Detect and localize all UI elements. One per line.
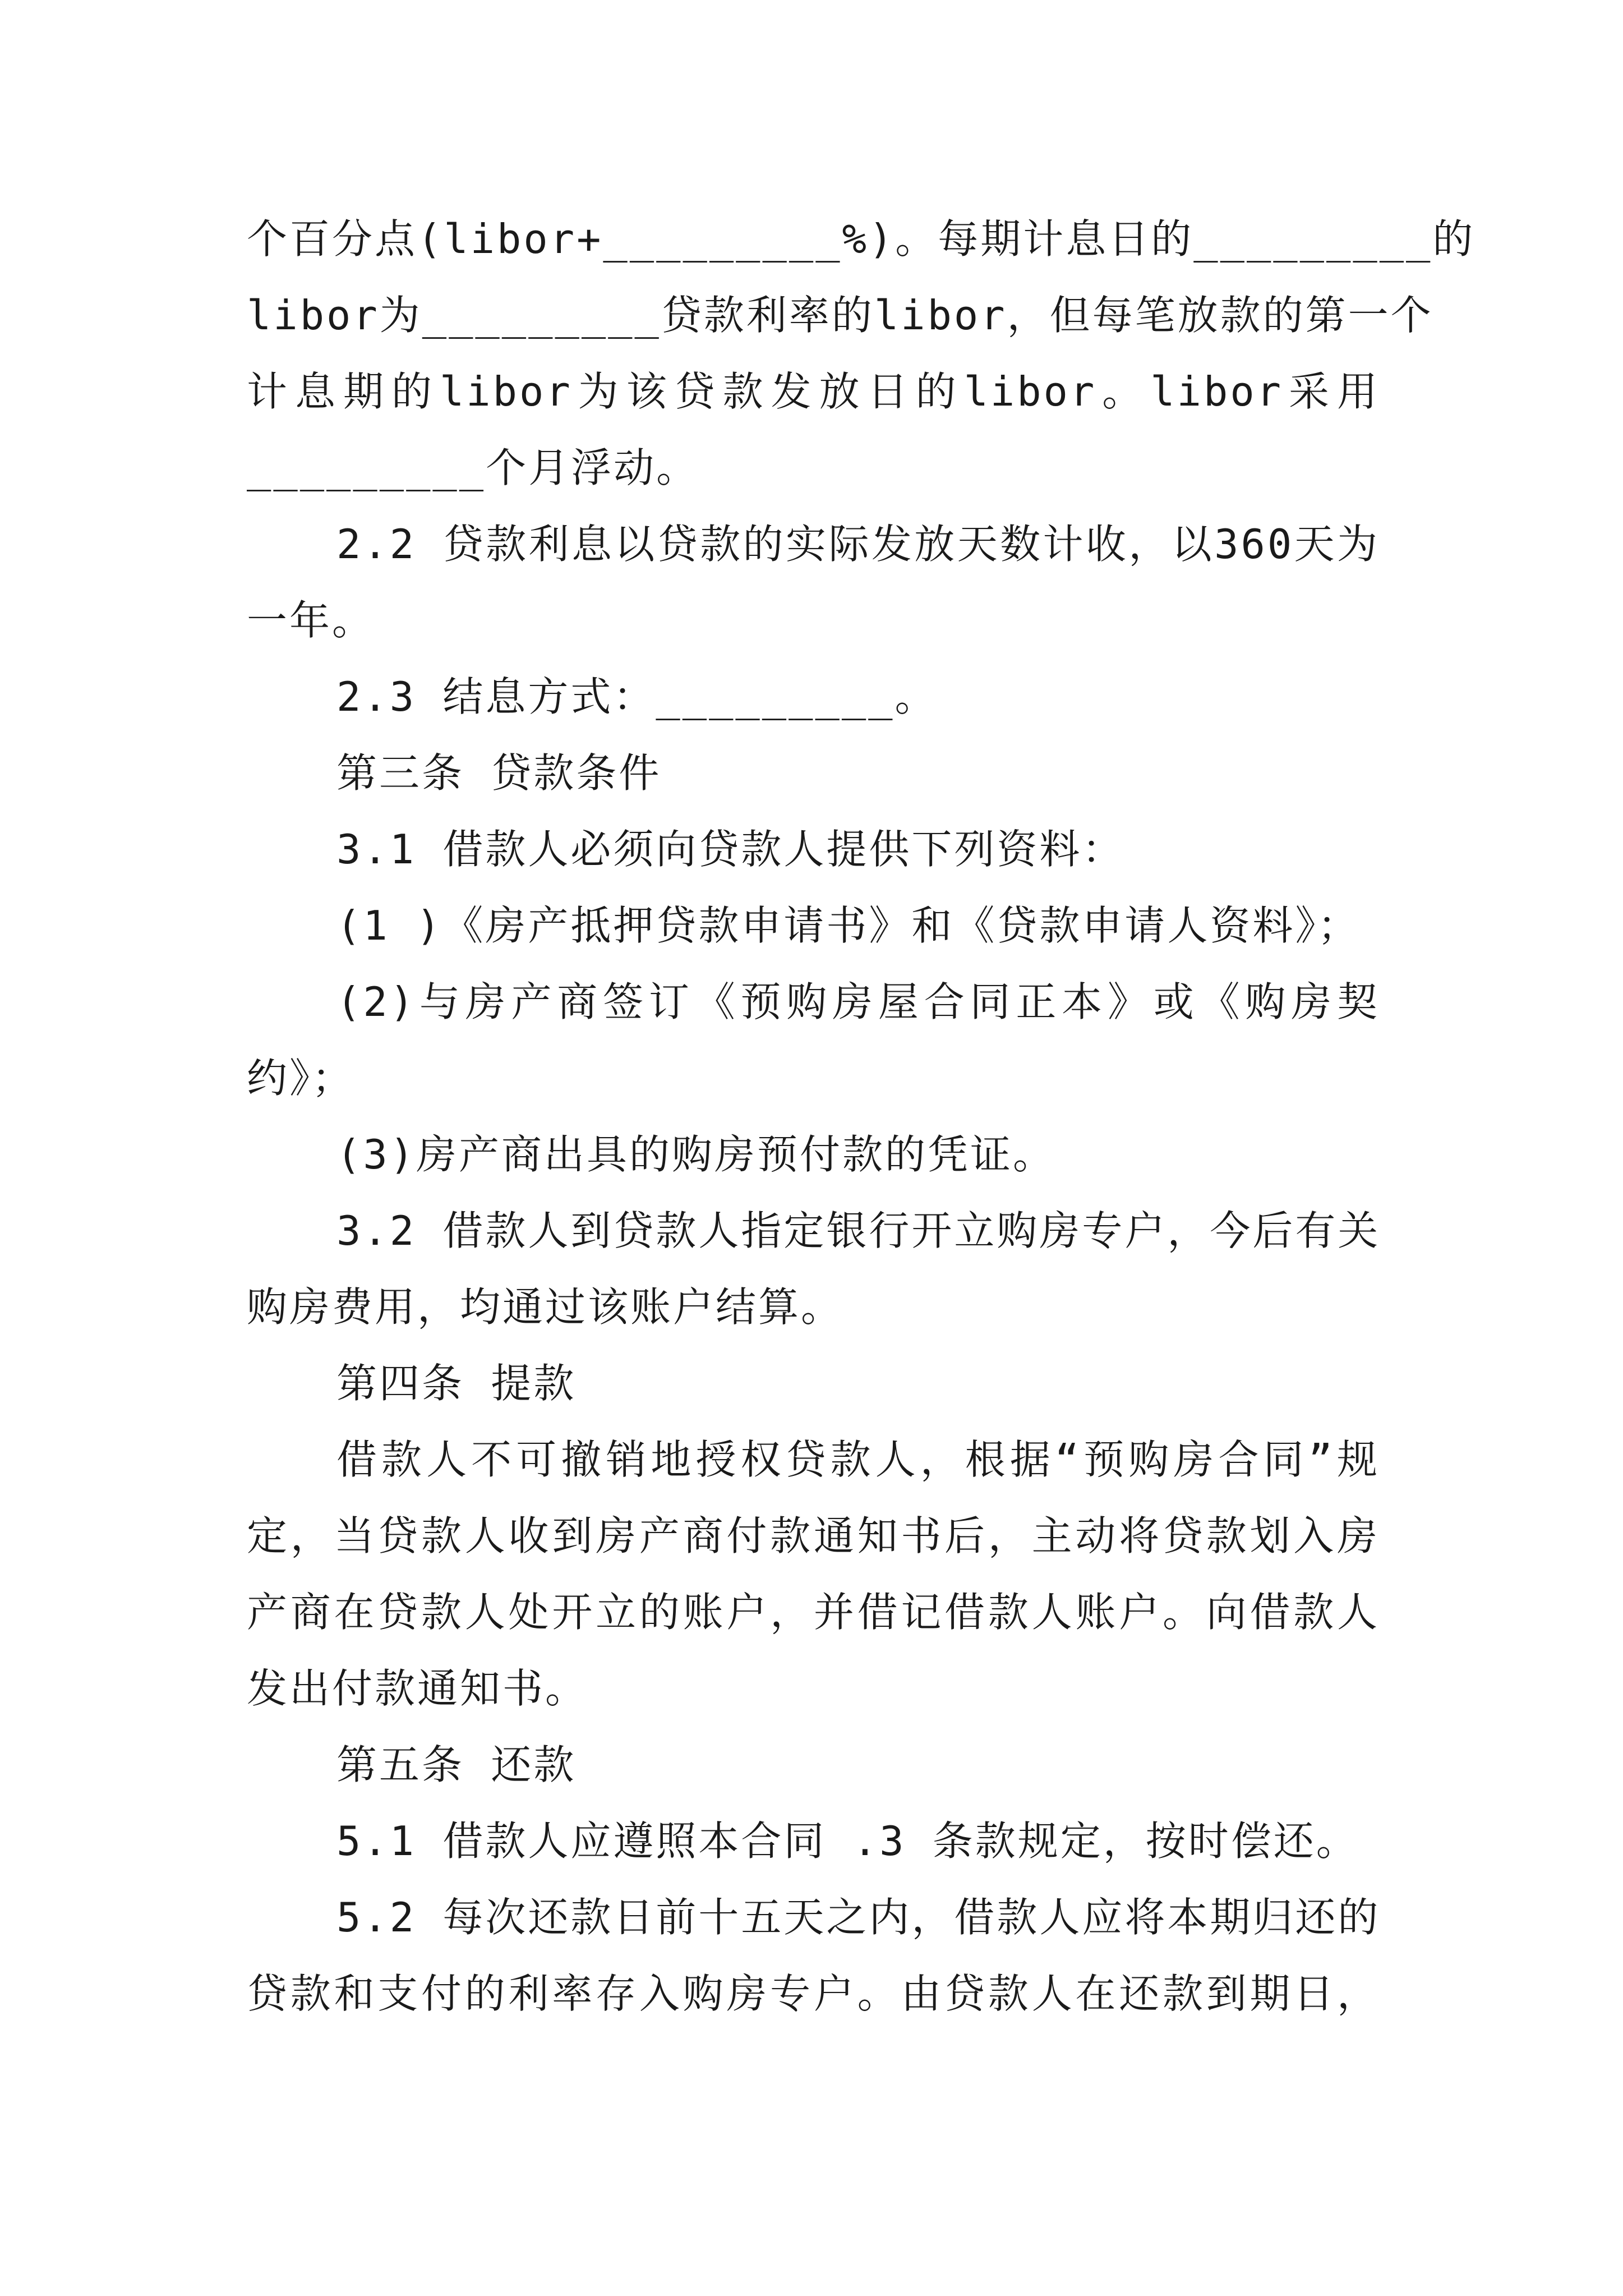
text-line: 贷款和支付的利率存入购房专户。由贷款人在还款到期日， [247,1970,1380,2017]
text-line: 发出付款通知书。 [247,1665,588,1712]
text-line: 约》； [247,1055,355,1102]
text-line: 2.3 结息方式：_________。 [336,673,938,720]
text-line: 借款人不可撤销地授权贷款人，根据“预购房合同”规 [336,1436,1380,1483]
text-line: 定，当贷款人收到房产商付款通知书后，主动将贷款划入房 [247,1512,1380,1559]
text-line: 购房费用，均通过该账户结算。 [247,1283,844,1331]
section-heading: 第五条 还款 [336,1741,577,1788]
text-line: _________个月浮动。 [247,444,699,491]
text-line: 5.1 借款人应遵照本合同 .3 条款规定，按时偿还。 [336,1818,1359,1865]
text-line: 一年。 [247,597,375,644]
text-line: (3)房产商出具的购房预付款的凭证。 [336,1131,1056,1178]
text-line: 3.1 借款人必须向贷款人提供下列资料： [336,826,1125,873]
text-line: (1 )《房产抵押贷款申请书》和《贷款申请人资料》； [336,902,1361,949]
text-line: (2)与房产商签订《预购房屋合同正本》或《购房契 [336,978,1380,1025]
text-line: 个百分点(libor+_________%)。每期计息日的_________的 [247,215,1476,263]
text-line: libor为_________贷款利率的libor，但每笔放款的第一个 [247,292,1433,339]
text-line: 产商在贷款人处开立的账户，并借记借款人账户。向借款人 [247,1589,1380,1636]
text-line: 计息期的libor为该贷款发放日的libor。libor采用 [247,368,1380,415]
text-line: 5.2 每次还款日前十五天之内，借款人应将本期归还的 [336,1894,1381,1941]
section-heading: 第四条 提款 [336,1360,577,1407]
section-heading: 第三条 贷款条件 [336,749,662,797]
text-line: 2.2 贷款利息以贷款的实际发放天数计收，以360天为 [336,521,1380,568]
text-line: 3.2 借款人到贷款人指定银行开立购房专户，今后有关 [336,1207,1381,1254]
